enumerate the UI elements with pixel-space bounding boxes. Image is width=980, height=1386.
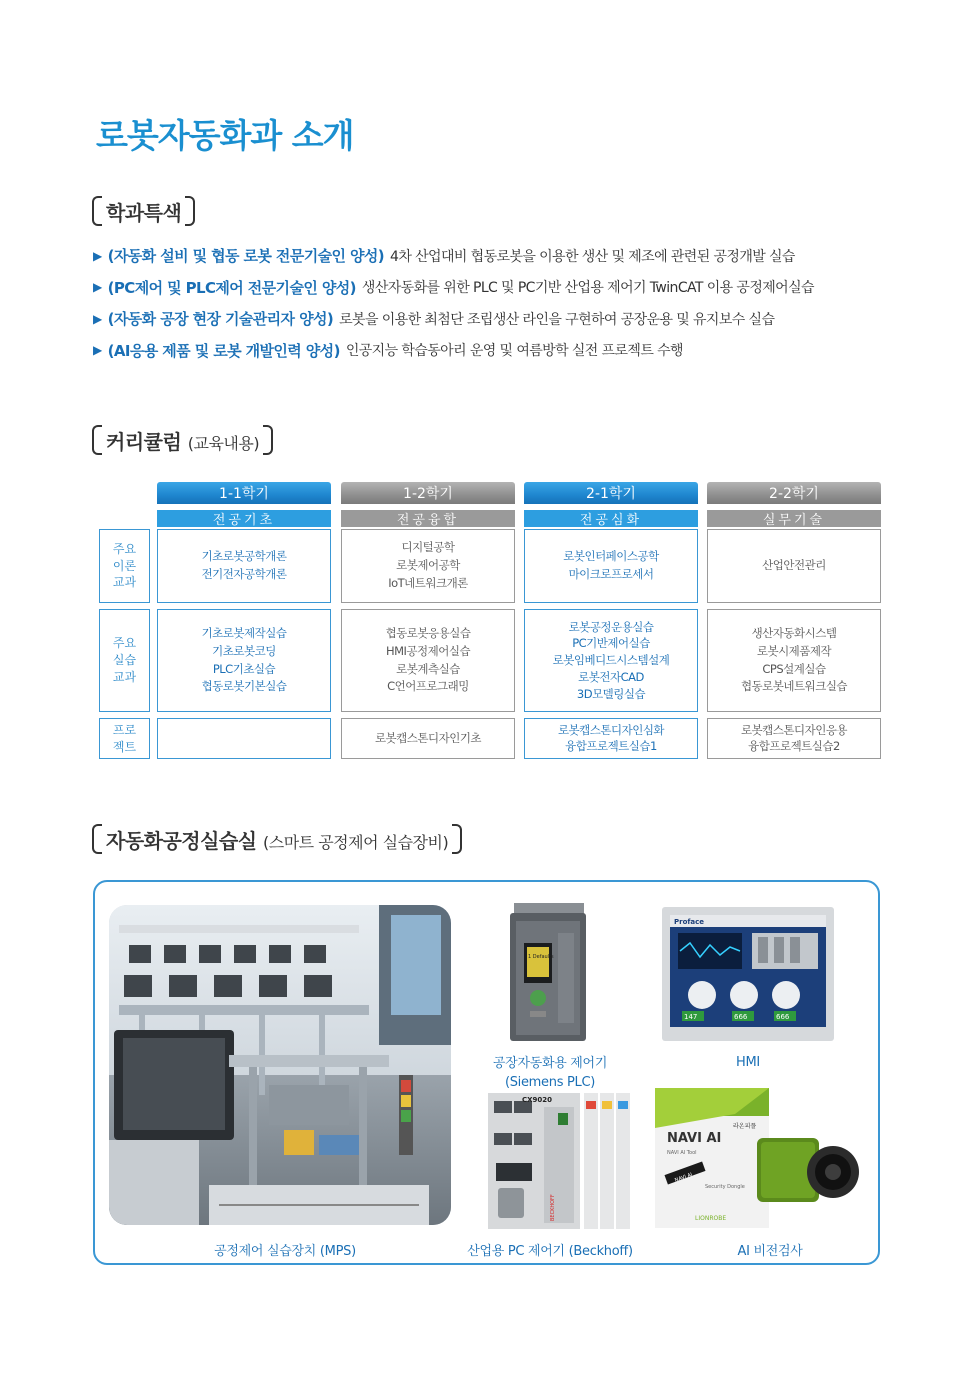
feature-desc: 로봇을 이용한 최첨단 조립생산 라인을 구현하여 공장운용 및 유지보수 실습 — [339, 311, 775, 328]
triangle-right-icon: ▶ — [93, 280, 102, 295]
navi-strip-text: NAVI AI — [674, 1171, 694, 1184]
course-item: C언어프로그래밍 — [387, 679, 469, 694]
triangle-right-icon: ▶ — [93, 343, 102, 358]
features-title: 학과특색 — [106, 200, 182, 225]
hmi-brand-text: Proface — [674, 918, 705, 926]
course-item: CPS설계실습 — [762, 661, 826, 676]
feature-desc: 4차 산업대비 협동로봇을 이용한 생산 및 제조에 관련된 공정개발 실습 — [390, 248, 795, 265]
feature-highlight: (자동화 설비 및 협동 로봇 전문기술인 양성) — [107, 247, 385, 266]
beckhoff-image — [488, 1093, 633, 1229]
project-cell-2-1 — [524, 718, 698, 759]
course-item: 융합프로젝트실습1 — [565, 738, 657, 753]
navi-brand-text: NAVI AI — [667, 1131, 722, 1146]
mps-photo-image — [109, 905, 451, 1225]
hmi-image — [662, 907, 834, 1041]
features-heading — [92, 196, 195, 226]
theory-cell-2-1 — [524, 529, 698, 603]
course-item: PLC기초실습 — [212, 661, 276, 676]
lab-subtitle: (스마트 공정제어 실습장비) — [263, 832, 449, 852]
course-item: 생산자동화시스템 — [751, 625, 837, 640]
course-item: 협동로봇응용실습 — [385, 625, 471, 640]
hmi-value-2: 666 — [734, 1013, 748, 1021]
plc-caption-line1: 공장자동화용 제어기 — [492, 1056, 608, 1071]
course-item: 융합프로젝트실습2 — [748, 738, 840, 753]
course-item: 기초로봇공학개론 — [201, 549, 287, 564]
plc-screen-text: 1 Defaults — [528, 954, 554, 960]
course-item: 산업안전관리 — [762, 558, 826, 573]
practice-cell-1-2 — [341, 609, 515, 712]
bracket-right — [263, 425, 273, 455]
practice-cell-2-2 — [707, 609, 881, 712]
category-practical: 실무기술 — [707, 510, 881, 527]
course-item: 협동로봇네트워크실습 — [740, 679, 848, 694]
vision-caption: AI 비전검사 — [737, 1244, 803, 1259]
project-cell-1-2 — [341, 718, 515, 759]
feature-highlight: (AI응용 제품 및 로봇 개발인력 양성) — [107, 341, 340, 360]
project-cell-2-2 — [707, 718, 881, 759]
hmi-value-1: 147 — [684, 1013, 698, 1021]
mps-caption: 공정제어 실습장치 (MPS) — [214, 1244, 356, 1259]
triangle-right-icon: ▶ — [93, 248, 102, 263]
feature-desc: 생산자동화를 위한 PLC 및 PC기반 산업용 제어기 TwinCAT 이용 공정제어실습 — [361, 280, 814, 297]
course-item: 로봇캡스톤디자인기초 — [374, 730, 482, 745]
row-label-practice — [99, 609, 150, 712]
hmi-value-3: 666 — [776, 1013, 790, 1021]
course-item: 로봇계측실습 — [396, 661, 460, 676]
bracket-left — [92, 196, 102, 226]
category-basic: 전공기초 — [157, 510, 331, 527]
plc-caption-line2: (Siemens PLC) — [504, 1074, 596, 1090]
beckhoff-brand-text: BECKHOFF — [550, 1194, 556, 1221]
lab-heading — [92, 824, 462, 854]
course-item: 협동로봇기본실습 — [201, 679, 287, 694]
curriculum-title-text: 커리큘럼 — [106, 429, 182, 454]
practice-cell-2-1 — [524, 609, 698, 712]
course-item: IoT네트워크개론 — [388, 575, 468, 590]
course-item: 3D모델링실습 — [576, 686, 646, 701]
feature-item — [93, 240, 893, 272]
row-label-project — [99, 718, 150, 759]
feature-item — [93, 303, 893, 335]
course-item: 마이크로프로세서 — [568, 567, 654, 581]
page-title: 로봇자동화과 소개 — [96, 116, 354, 155]
navi-sub-text: NAVI AI Tool — [667, 1150, 697, 1156]
beckhoff-caption: 산업용 PC 제어기 (Beckhoff) — [467, 1244, 633, 1259]
row-label-theory — [99, 529, 150, 603]
plc-caption — [470, 1055, 630, 1093]
category-convergence: 전공융합 — [341, 510, 515, 527]
curriculum-heading — [92, 425, 273, 455]
practice-cell-1-1 — [157, 609, 331, 712]
feature-desc: 인공지능 학습동아리 운영 및 여름방학 실전 프로젝트 수행 — [345, 343, 683, 360]
beckhoff-model-text: CX9020 — [522, 1096, 553, 1104]
theory-cell-2-2 — [707, 529, 881, 603]
course-item: PC기반제어실습 — [572, 636, 650, 651]
semester-1-1: 1-1학기 — [157, 482, 331, 504]
semester-1-2: 1-2학기 — [341, 482, 515, 504]
row-label-text: 프로 젝트 — [112, 722, 137, 754]
theory-cell-1-2 — [341, 529, 515, 603]
bracket-right — [452, 824, 462, 854]
course-item: 로봇캡스톤디자인심화 — [557, 722, 665, 737]
course-item: 로봇캡스톤디자인응용 — [740, 722, 848, 737]
ai-vision-photo — [655, 1088, 860, 1228]
bracket-left — [92, 824, 102, 854]
course-item: 로봇공정운용실습 — [568, 619, 654, 634]
feature-highlight: (자동화 공장 현장 기술관리자 양성) — [107, 310, 334, 329]
mps-photo — [109, 905, 451, 1225]
project-cell-1-1 — [157, 718, 331, 759]
course-item: 기초로봇코딩 — [212, 643, 276, 658]
course-item: 로봇제어공학 — [396, 558, 460, 573]
curriculum-title — [102, 426, 263, 455]
siemens-plc-photo — [508, 903, 588, 1043]
course-item: 로봇인터페이스공학 — [563, 549, 659, 564]
row-label-text: 주요 실습 교과 — [112, 636, 137, 684]
category-advanced: 전공심화 — [524, 510, 698, 527]
lab-title — [102, 825, 452, 854]
security-text: Security Dongle — [705, 1184, 745, 1190]
hmi-photo — [662, 907, 834, 1041]
theory-cell-1-1 — [157, 529, 331, 603]
course-item: 디지털공학 — [401, 540, 455, 555]
bracket-right — [185, 196, 195, 226]
course-item: 전기전자공학개론 — [201, 567, 287, 581]
korean-label-text: 라온피플 — [733, 1123, 757, 1130]
vendor-text: LIONROBE — [695, 1215, 727, 1222]
course-item: HMI공정제어실습 — [385, 643, 471, 658]
course-item: 로봇시제품제작 — [756, 643, 832, 658]
course-item: 로봇임베디드시스템설계 — [552, 653, 670, 668]
ai-vision-image — [655, 1088, 860, 1228]
course-item: 기초로봇제작실습 — [201, 625, 287, 640]
hmi-caption: HMI — [736, 1055, 760, 1070]
course-item: 로봇전자CAD — [578, 669, 644, 684]
feature-item — [93, 335, 893, 367]
siemens-plc-image — [508, 903, 588, 1043]
features-list — [93, 240, 893, 366]
semester-2-1: 2-1학기 — [524, 482, 698, 504]
beckhoff-photo — [488, 1093, 633, 1229]
feature-item — [93, 272, 893, 304]
triangle-right-icon: ▶ — [93, 311, 102, 326]
bracket-left — [92, 425, 102, 455]
semester-2-2: 2-2학기 — [707, 482, 881, 504]
feature-highlight: (PC제어 및 PLC제어 전문기술인 양성) — [107, 278, 356, 297]
row-label-text: 주요 이론 교과 — [112, 541, 137, 590]
curriculum-subtitle: (교육내용) — [187, 433, 260, 453]
lab-title-text: 자동화공정실습실 — [106, 828, 257, 853]
